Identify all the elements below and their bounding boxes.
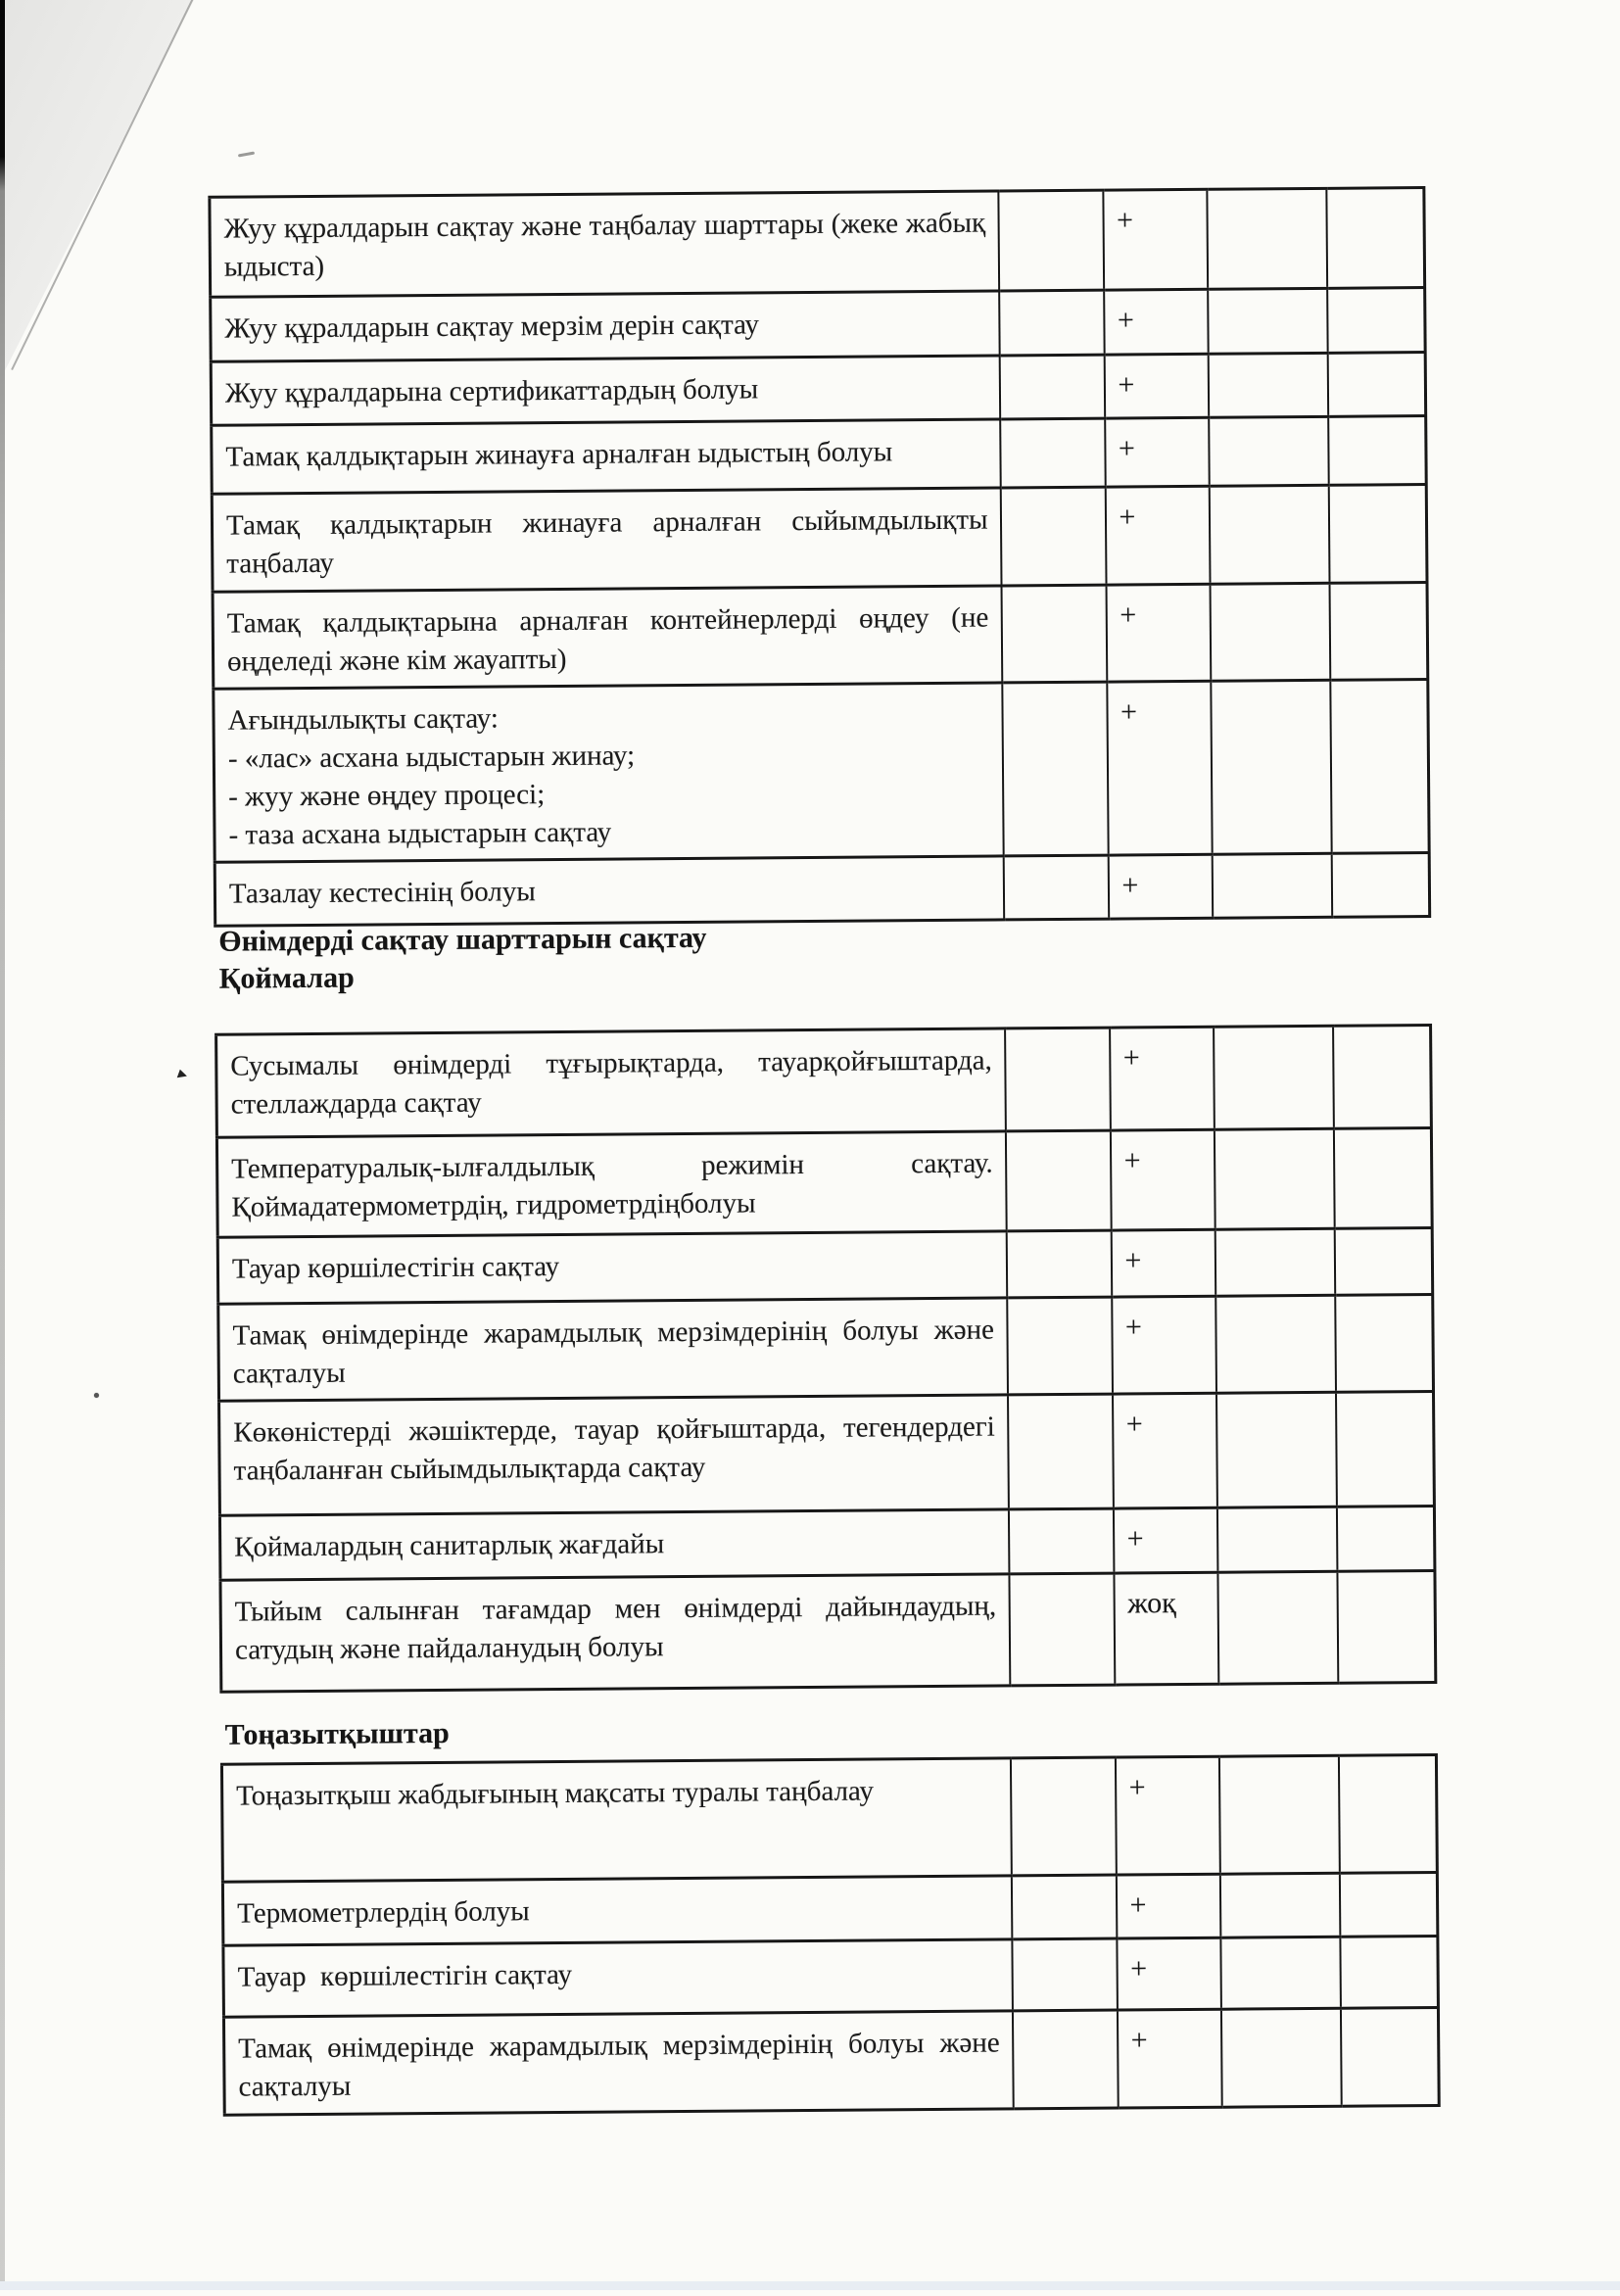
table-row [222, 1872, 1437, 1945]
empty-cell [1336, 1507, 1435, 1572]
empty-cell [1005, 1028, 1111, 1131]
empty-cell [1210, 583, 1330, 681]
empty-cell [1003, 855, 1109, 920]
table-row [214, 853, 1429, 927]
empty-cell [1339, 1872, 1438, 1937]
empty-cell [1331, 853, 1430, 918]
empty-cell [1005, 1130, 1111, 1231]
empty-cell [1010, 1757, 1116, 1876]
empty-cell [1218, 1755, 1339, 1874]
section-heading-line: Қоймалар [218, 961, 355, 995]
table-row [214, 680, 1429, 863]
row-label: Тамақ қалдықтарына арналған контейнерлерді өңдеу (не өңделеді және кім жауапты) [213, 586, 1002, 689]
table-row [220, 1571, 1436, 1693]
row-value: + [1108, 854, 1213, 919]
row-label: Көкөністерді жәшіктерде, тауар қойғыштарда, тегендердегі таңбаланған сыйымдылықтарда сақтау [219, 1395, 1009, 1515]
row-value: + [1104, 289, 1209, 355]
row-label: Тамақ қалдықтарын жинауға арналған ыдыстың болуы [212, 419, 1001, 494]
empty-cell [1220, 1937, 1341, 2009]
row-label: Тамақ қалдықтарын жинауға арналған сыйымдылықты таңбалау [212, 488, 1001, 592]
table-row [211, 288, 1425, 362]
row-value: + [1110, 1027, 1215, 1130]
row-value: + [1111, 1229, 1215, 1297]
empty-cell [1329, 583, 1428, 681]
empty-cell [1215, 1228, 1335, 1296]
row-value: жоқ [1114, 1572, 1218, 1685]
empty-cell [1219, 1873, 1340, 1937]
section-heading-line: Тоңазытқыштар [224, 1716, 450, 1751]
row-label: Сусымалы өнімдерді тұғырықтарда, тауарқойғыштарда, стеллаждарда сақтау [216, 1028, 1006, 1137]
table-row [216, 1128, 1432, 1238]
table-row [223, 1936, 1439, 2017]
row-value: + [1117, 1937, 1221, 2010]
empty-cell [1335, 1295, 1434, 1393]
empty-cell [1006, 1230, 1112, 1298]
empty-cell [1337, 1571, 1436, 1684]
empty-cell [1008, 1508, 1114, 1574]
scan-edge-artifact [0, 0, 5, 2290]
checklist-table-washing-and-waste [208, 186, 1431, 928]
row-label: Тоңазытқыш жабдығының мақсаты туралы таңбалау [221, 1758, 1011, 1882]
table-row [216, 1026, 1432, 1138]
table-row [223, 2007, 1439, 2115]
row-value: + [1104, 354, 1209, 418]
empty-cell [1330, 680, 1429, 854]
empty-cell [999, 355, 1105, 419]
row-label: Тауар көршілестігін сақтау [223, 1939, 1013, 2017]
empty-cell [1334, 1228, 1433, 1296]
empty-cell [1012, 2010, 1118, 2109]
empty-cell [1220, 2008, 1341, 2107]
row-value: + [1112, 1296, 1216, 1394]
empty-cell [1211, 680, 1331, 854]
empty-cell [1000, 487, 1106, 586]
empty-cell [1000, 418, 1106, 488]
checklist-table-warehouses [214, 1024, 1437, 1694]
row-value: + [1103, 189, 1208, 290]
scan-bottom-edge-artifact [0, 2281, 1620, 2290]
empty-cell [1328, 485, 1427, 584]
table-row [211, 353, 1425, 426]
table-row [213, 583, 1428, 690]
empty-cell [999, 290, 1105, 356]
empty-cell [1217, 1571, 1338, 1684]
row-value: + [1105, 486, 1210, 585]
empty-cell [1215, 1295, 1336, 1393]
row-label: Тамақ өнімдерінде жарамдылық мерзімдерінің болуы және сақталуы [223, 2011, 1013, 2115]
empty-cell [1012, 1938, 1118, 2011]
empty-cell [1002, 682, 1108, 856]
row-value: + [1117, 2009, 1221, 2108]
empty-cell [1009, 1573, 1115, 1686]
empty-cell [1209, 485, 1329, 584]
section-heading-refrigerators [225, 1710, 1107, 1754]
empty-cell [1340, 2007, 1439, 2106]
empty-cell [1340, 1936, 1439, 2008]
section-heading-storage [218, 917, 1101, 998]
row-value: + [1110, 1129, 1215, 1230]
empty-cell [1208, 288, 1328, 354]
checklist-table-refrigerators [220, 1753, 1441, 2117]
row-label: Ағындылықты сақтау: - «лас» асхана ыдыстарын жинау; - жуу және өңдеу процесі; - таза асхана ыдыстарын сақтау [214, 683, 1003, 862]
empty-cell [1007, 1297, 1113, 1395]
empty-cell [1327, 353, 1426, 417]
row-value: + [1113, 1507, 1217, 1573]
table-row [219, 1507, 1434, 1581]
table-row [221, 1754, 1437, 1882]
row-value: + [1105, 417, 1210, 487]
empty-cell [1008, 1394, 1114, 1509]
row-label: Тамақ өнімдерінде жарамдылық мерзімдерінің болуы және сақталуы [218, 1298, 1008, 1401]
empty-cell [1214, 1026, 1334, 1129]
row-label: Жуу құралдарына сертификаттардың болуы [211, 356, 999, 425]
empty-cell [1209, 416, 1329, 486]
row-value: + [1115, 1756, 1219, 1875]
row-label: Жуу құралдарын сақтау мерзім дерін сақтау [211, 291, 999, 361]
table-row [210, 188, 1425, 298]
empty-cell [1212, 853, 1332, 918]
empty-cell [1208, 353, 1328, 417]
empty-cell [1327, 288, 1426, 354]
empty-cell [1011, 1875, 1117, 1939]
row-label: Қоймалардың санитарлық жағдайы [219, 1509, 1008, 1580]
table-row [212, 485, 1427, 593]
row-label: Температуралық-ылғалдылық режимін сақтау. Қоймадатермометрдің, гидрометрдіңболуы [216, 1131, 1006, 1237]
row-label: Тазалау кестесінің болуы [214, 856, 1003, 926]
row-label: Тауар көршілестігін сақтау [217, 1231, 1007, 1304]
empty-cell [1216, 1507, 1337, 1572]
table-row [219, 1392, 1435, 1516]
empty-cell [1216, 1392, 1337, 1507]
row-value: + [1106, 584, 1211, 682]
table-row [212, 416, 1427, 495]
empty-cell [1328, 416, 1427, 486]
empty-cell [998, 190, 1104, 291]
row-label: Тыйым салынған тағамдар мен өнімдерді дайындаудың, сатудың және пайдаланудың болуы [220, 1574, 1010, 1692]
empty-cell [1001, 585, 1107, 683]
row-value: + [1107, 681, 1212, 855]
empty-cell [1207, 188, 1327, 289]
empty-cell [1338, 1754, 1437, 1873]
section-heading-line: Өнімдерді сақтау шарттарын сақтау [218, 921, 707, 958]
empty-cell [1214, 1128, 1334, 1229]
table-row [218, 1295, 1434, 1402]
empty-cell [1333, 1128, 1432, 1229]
empty-cell [1335, 1392, 1434, 1507]
scan-speck-artifact [94, 1393, 99, 1398]
row-label: Жуу құралдарын сақтау және таңбалау шарттары (жеке жабық ыдыста) [210, 191, 999, 297]
empty-cell [1333, 1026, 1432, 1129]
row-label: Термометрлердің болуы [222, 1876, 1011, 1945]
row-value: + [1113, 1393, 1217, 1508]
row-value: + [1116, 1874, 1220, 1938]
empty-cell [1326, 188, 1425, 289]
table-row [217, 1228, 1432, 1305]
